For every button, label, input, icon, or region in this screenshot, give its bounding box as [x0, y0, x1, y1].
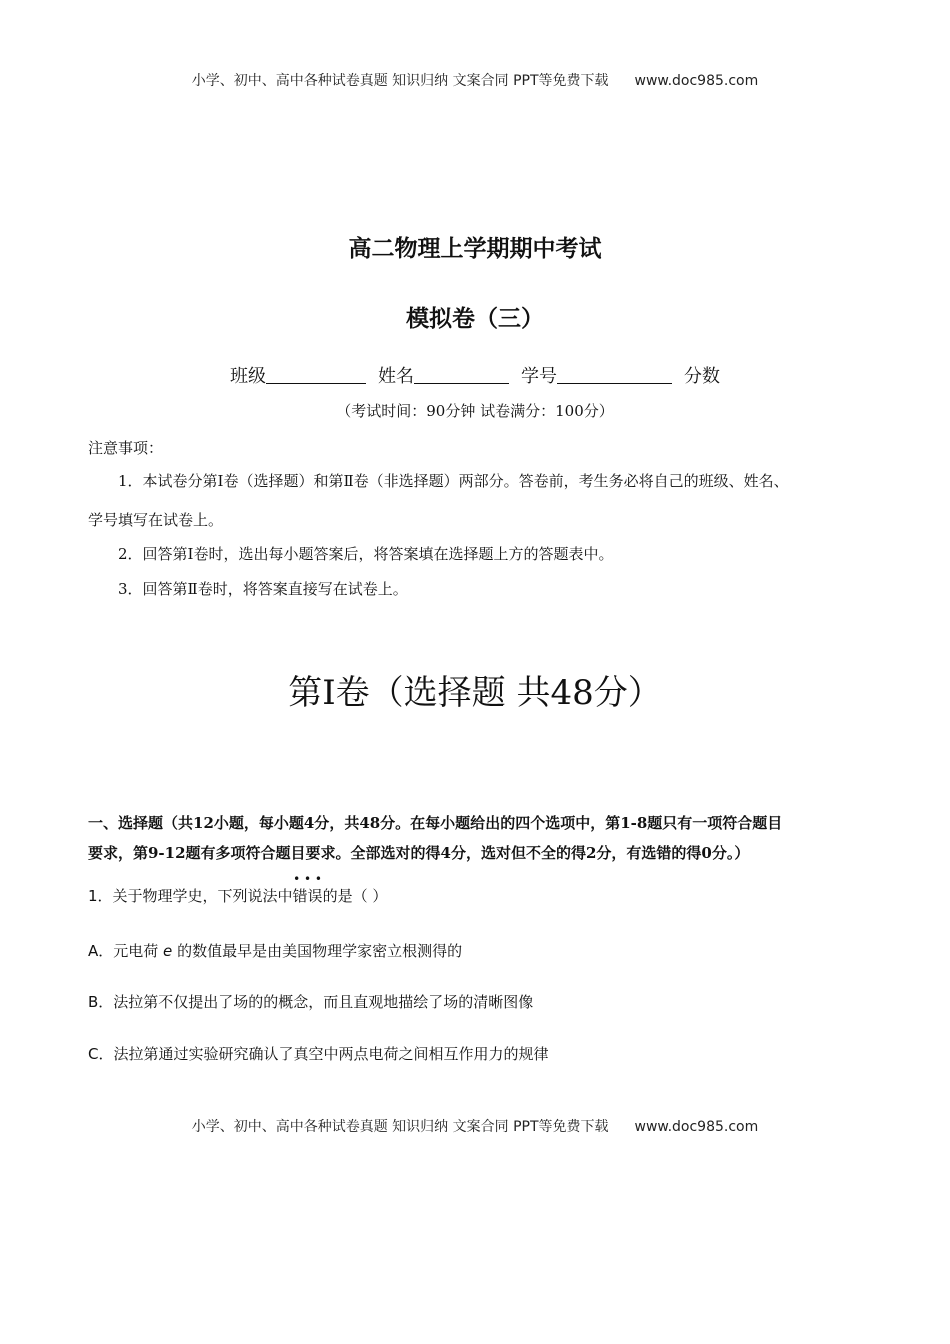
- option-a-variable: e: [163, 942, 173, 960]
- header-url: www.doc985.com: [634, 73, 759, 89]
- footer-url: www.doc985.com: [634, 1119, 759, 1135]
- name-field[interactable]: [414, 365, 509, 384]
- exam-title: 高二物理上学期期中考试: [348, 235, 602, 262]
- note-item-1: 1．本试卷分第Ⅰ卷（选择题）和第Ⅱ卷（非选择题）两部分。答卷前，考生务必将自己的班级、姓名、: [118, 472, 789, 490]
- id-field[interactable]: [557, 365, 672, 384]
- footer-text: 小学、初中、高中各种试卷真题 知识归纳 文案合同 PPT等免费下载: [191, 1119, 609, 1135]
- student-info-line: [0, 362, 950, 388]
- page-footer: [0, 1116, 950, 1136]
- id-label: 学号: [521, 366, 557, 387]
- question-1-option-c[interactable]: C．法拉第通过实验研究确认了真空中两点电荷之间相互作用力的规律: [88, 1045, 549, 1063]
- section-title: 第Ⅰ卷（选择题 共48分）: [288, 673, 662, 713]
- emphasis-word: 错误: [292, 887, 323, 905]
- question-1-stem: [88, 872, 388, 906]
- instructions-line-2: 要求，第9-12题有多项符合题目要求。全部选对的得4分，选对但不全的得2分，有选错的得0分。）: [88, 844, 750, 862]
- note-item-2: 2．回答第Ⅰ卷时，选出每小题答案后，将答案填在选择题上方的答题表中。: [118, 545, 614, 563]
- notes-title: 注意事项：: [88, 439, 164, 457]
- question-1-option-b[interactable]: B．法拉第不仅提出了场的的概念，而且直观地描绘了场的清晰图像: [88, 993, 534, 1011]
- instructions-line-1: 一、选择题（共12小题，每小题4分，共48分。在每小题给出的四个选项中，第1-8题只有一项符合题目: [88, 814, 783, 832]
- option-a-suffix: 的数值最早是由美国物理学家密立根测得的: [177, 942, 463, 960]
- emphasis-dots: • • •: [293, 872, 322, 886]
- exam-subtitle: 模拟卷（三）: [406, 305, 544, 332]
- emphasis-mark: [292, 872, 323, 906]
- score-label: 分数: [684, 366, 720, 387]
- class-field[interactable]: [266, 365, 366, 384]
- question-1-stem-before: 1．关于物理学史，下列说法中: [88, 887, 293, 905]
- question-1-option-a[interactable]: [88, 940, 462, 961]
- exam-time-info: （考试时间：90分钟 试卷满分：100分）: [336, 402, 614, 420]
- class-label: 班级: [230, 366, 266, 387]
- page-header: [0, 70, 950, 90]
- note-item-3: 3．回答第Ⅱ卷时，将答案直接写在试卷上。: [118, 580, 408, 598]
- option-a-prefix: A．元电荷: [88, 942, 159, 960]
- header-text: 小学、初中、高中各种试卷真题 知识归纳 文案合同 PPT等免费下载: [191, 73, 609, 89]
- name-label: 姓名: [378, 366, 414, 387]
- question-1-stem-after: 的是（ ）: [322, 887, 388, 905]
- note-item-1-continued: 学号填写在试卷上。: [88, 511, 224, 529]
